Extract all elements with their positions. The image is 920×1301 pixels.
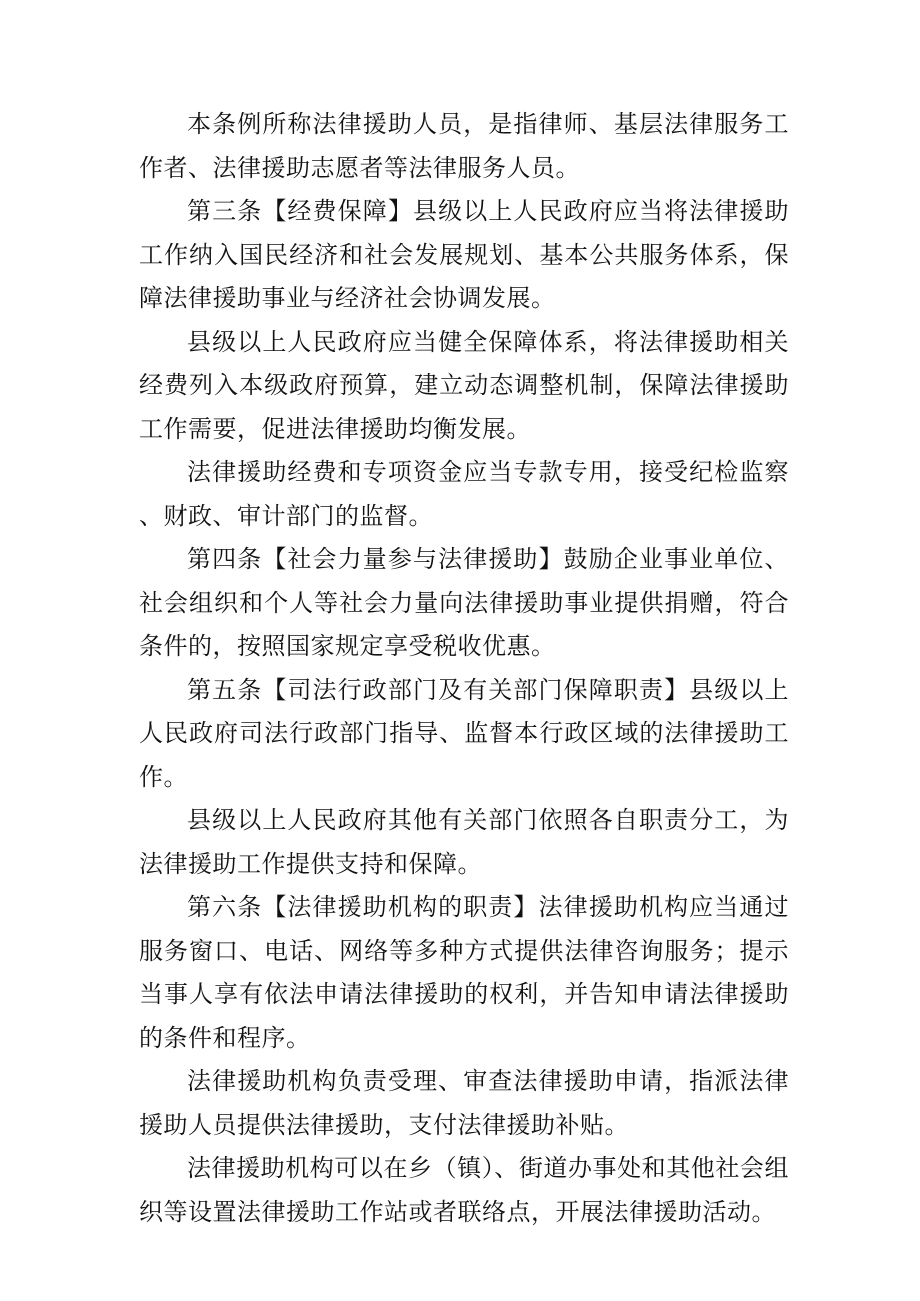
paragraph-application-review: 法律援助机构负责受理、审查法律援助申请，指派法律援助人员提供法律援助，支付法律援助补贴。 bbox=[139, 1067, 789, 1139]
document-body bbox=[139, 103, 789, 1234]
paragraph-workstations: 法律援助机构可以在乡（镇）、街道办事处和其他社会组织等设置法律援助工作站或者联络点，开展法律援助活动。 bbox=[139, 1154, 789, 1226]
paragraph-fund-supervision: 法律援助经费和专项资金应当专款专用，接受纪检监察、财政、审计部门的监督。 bbox=[139, 458, 789, 530]
paragraph-budget-system: 县级以上人民政府应当健全保障体系，将法律援助相关经费列入本级政府预算，建立动态调整机制，保障法律援助工作需要，促进法律援助均衡发展。 bbox=[139, 327, 789, 443]
paragraph-article-6-agency-duties: 第六条【法律援助机构的职责】法律援助机构应当通过服务窗口、电话、网络等多种方式提供法律咨询服务；提示当事人享有依法申请法律援助的权利，并告知申请法律援助的条件和程序。 bbox=[139, 893, 789, 1052]
paragraph-article-3-funding: 第三条【经费保障】县级以上人民政府应当将法律援助工作纳入国民经济和社会发展规划、基本公共服务体系，保障法律援助事业与经济社会协调发展。 bbox=[139, 197, 789, 312]
paragraph-legal-aid-personnel: 本条例所称法律援助人员，是指律师、基层法律服务工作者、法律援助志愿者等法律服务人员。 bbox=[139, 110, 789, 182]
paragraph-article-4-social-participation: 第四条【社会力量参与法律援助】鼓励企业事业单位、社会组织和个人等社会力量向法律援助事业提供捐赠，符合条件的，按照国家规定享受税收优惠。 bbox=[139, 545, 789, 660]
paragraph-other-departments: 县级以上人民政府其他有关部门依照各自职责分工，为法律援助工作提供支持和保障。 bbox=[139, 806, 789, 878]
paragraph-article-5-judicial-admin: 第五条【司法行政部门及有关部门保障职责】县级以上人民政府司法行政部门指导、监督本行政区域的法律援助工作。 bbox=[139, 675, 789, 791]
